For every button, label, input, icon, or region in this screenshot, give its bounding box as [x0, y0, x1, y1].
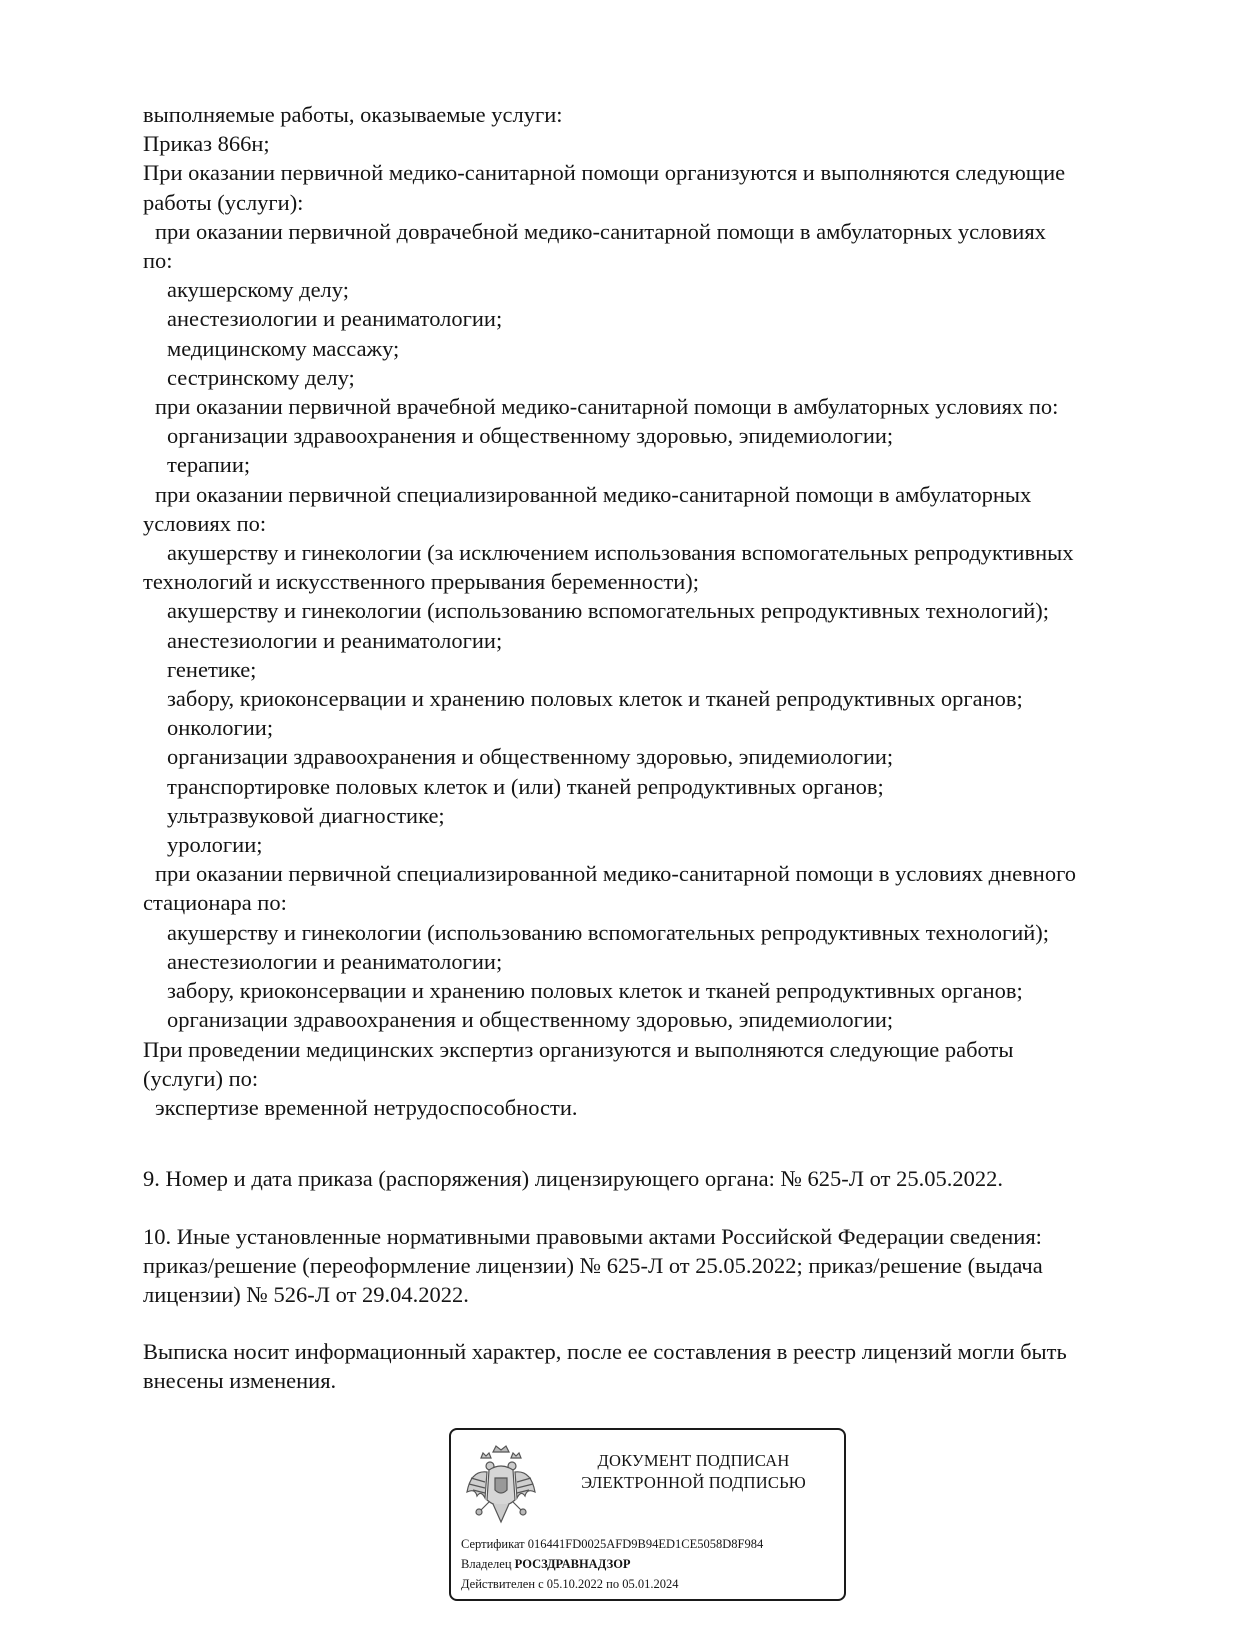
stamp-title-line-1: ДОКУМЕНТ ПОДПИСАН	[597, 1451, 790, 1470]
owner-label: Владелец	[461, 1557, 512, 1571]
body-line: транспортировке половых клеток и (или) тканей репродуктивных органов;	[167, 773, 884, 799]
body-line: анестезиологии и реаниматологии;	[167, 306, 503, 332]
section-10-line-3: лицензии) № 526-Л от 29.04.2022.	[143, 1282, 469, 1308]
stamp-certificate	[461, 1536, 763, 1552]
notice	[143, 1337, 1067, 1395]
body-line: организации здравоохранения и общественному здоровью, эпидемиологии;	[167, 1007, 894, 1033]
body-line: ультразвуковой диагностике;	[167, 802, 445, 828]
body-line: экспертизе временной нетрудоспособности.	[155, 1094, 578, 1120]
body-line: при оказании первичной специализированной медико-санитарной помощи в амбулаторных	[155, 481, 1032, 507]
body-line: анестезиологии и реаниматологии;	[167, 627, 503, 653]
body-line: при оказании первичной специализированной медико-санитарной помощи в условиях дневного	[155, 861, 1076, 887]
stamp-owner	[461, 1556, 631, 1572]
body-line: технологий и искусственного прерывания беременности);	[143, 569, 700, 595]
body-line: забору, криоконсервации и хранению половых клеток и тканей репродуктивных органов;	[167, 686, 1023, 712]
section-10-line-2: приказ/решение (переоформление лицензии) № 625-Л от 25.05.2022; приказ/решение (выдача	[143, 1253, 1043, 1279]
stamp-validity: Действителен с 05.10.2022 по 05.01.2024	[461, 1577, 679, 1591]
body-line: медицинскому массажу;	[167, 335, 400, 361]
body-line: организации здравоохранения и общественному здоровью, эпидемиологии;	[167, 423, 894, 449]
body-line: по:	[143, 248, 173, 274]
body-line: При оказании первичной медико-санитарной помощи организуются и выполняются следующие	[143, 160, 1066, 186]
body-line: акушерству и гинекологии (за исключением использования вспомогательных репродуктивных	[167, 540, 1074, 566]
signature-stamp	[449, 1428, 846, 1601]
section-10	[143, 1222, 1043, 1310]
coat-of-arms-icon	[463, 1442, 539, 1530]
body-line: акушерскому делу;	[167, 277, 349, 303]
certificate-value: 016441FD0025AFD9B94ED1CE5058D8F984	[527, 1537, 764, 1551]
body-line: при оказании первичной врачебной медико-санитарной помощи в амбулаторных условиях по:	[155, 394, 1059, 420]
body-line: условиях по:	[143, 510, 267, 536]
body-line: анестезиологии и реаниматологии;	[167, 948, 503, 974]
section-10-line-1: 10. Иные установленные нормативными правовыми актами Российской Федерации сведения:	[143, 1224, 1042, 1249]
body-line: (услуги) по:	[143, 1065, 259, 1091]
notice-line-1: Выписка носит информационный характер, после ее составления в реестр лицензий могли быть	[143, 1339, 1067, 1364]
body-line: При проведении медицинских экспертиз организуются и выполняются следующие работы	[143, 1036, 1014, 1062]
certificate-label: Сертификат	[461, 1537, 525, 1551]
owner-value: РОСЗДРАВНАДЗОР	[514, 1557, 631, 1571]
body-line: онкологии;	[167, 715, 274, 741]
section-9	[143, 1164, 1003, 1193]
body-line: терапии;	[167, 452, 251, 478]
body-line: сестринскому делу;	[167, 364, 355, 390]
body-line: урологии;	[167, 832, 263, 858]
body-line: стационара по:	[143, 890, 287, 916]
stamp-title-line-2: ЭЛЕКТРОННОЙ ПОДПИСЬЮ	[581, 1473, 806, 1492]
body-line: забору, криоконсервации и хранению половых клеток и тканей репродуктивных органов;	[167, 978, 1023, 1004]
body-line: акушерству и гинекологии (использованию вспомогательных репродуктивных технологий);	[167, 919, 1050, 945]
body-line: Приказ 866н;	[143, 131, 270, 157]
body-line: акушерству и гинекологии (использованию вспомогательных репродуктивных технологий);	[167, 598, 1050, 624]
document-body	[143, 100, 1143, 1122]
notice-line-2: внесены изменения.	[143, 1368, 337, 1394]
body-line: генетике;	[167, 656, 257, 682]
body-line: работы (услуги):	[143, 189, 304, 215]
body-line: при оказании первичной доврачебной медико-санитарной помощи в амбулаторных условиях	[155, 218, 1046, 244]
section-9-line: 9. Номер и дата приказа (распоряжения) лицензирующего органа: № 625-Л от 25.05.2022.	[143, 1166, 1003, 1191]
body-line: выполняемые работы, оказываемые услуги:	[143, 102, 563, 127]
body-line: организации здравоохранения и общественному здоровью, эпидемиологии;	[167, 744, 894, 770]
